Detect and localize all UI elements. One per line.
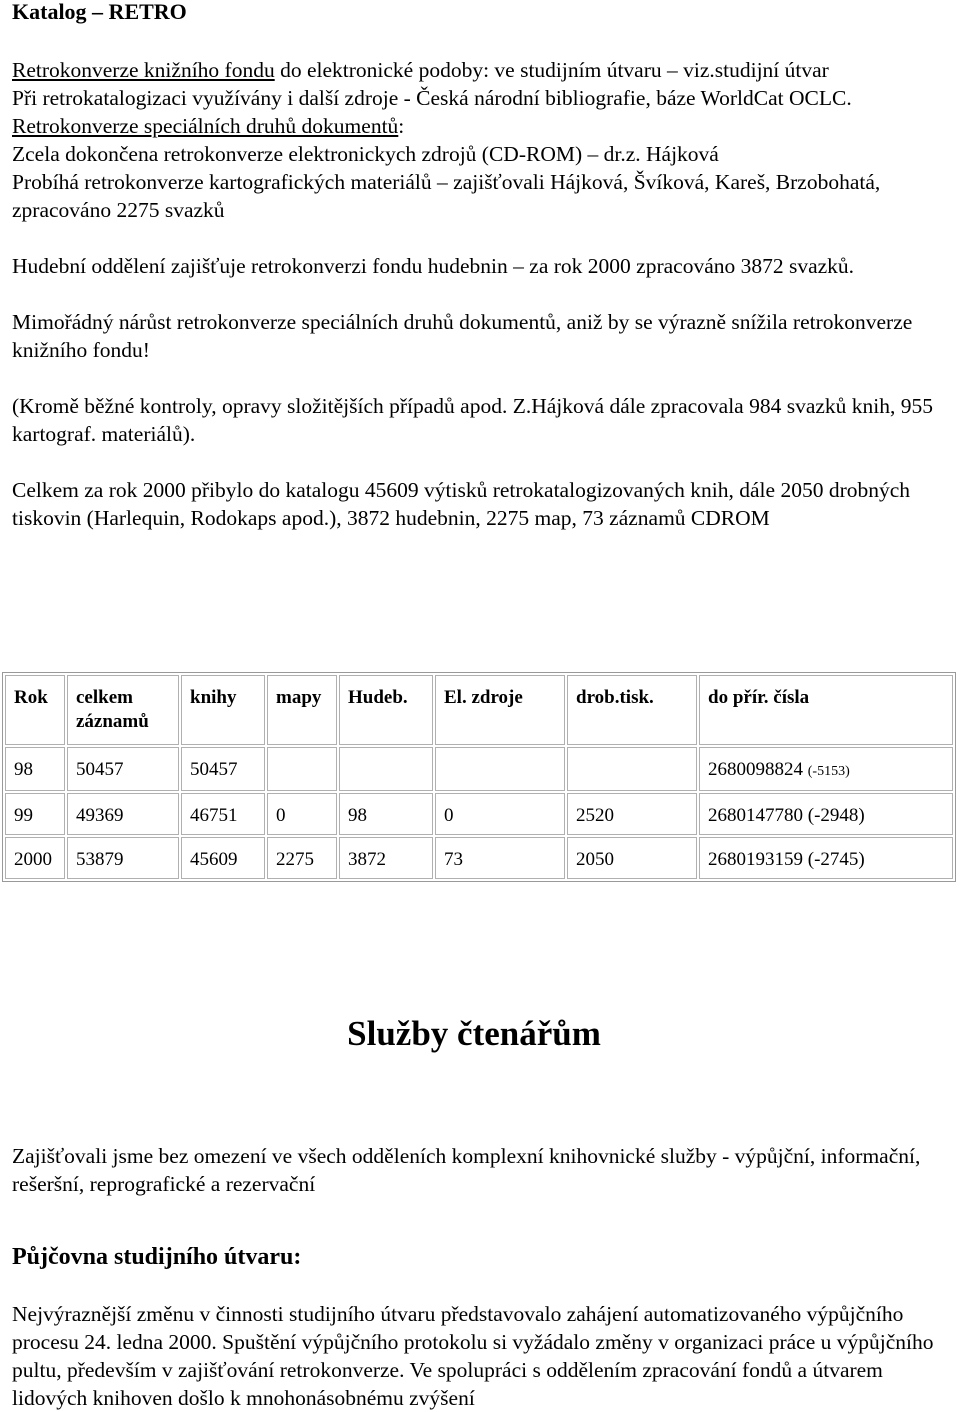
- col-header-rok: Rok: [5, 675, 65, 745]
- cell-el-zdroje: [435, 747, 565, 791]
- cell-el-zdroje: 73: [435, 837, 565, 879]
- cell-hudeb: [339, 747, 433, 791]
- paragraph-loans: Nejvýraznější změnu v činnosti studijního útvaru představovalo zahájení automatizovaného výpůjčního procesu 24. ledna 2000. Spuštění výpůjčního protokolu si vyžádalo změny v organizaci práce u výpůjčního pultu, především v zajišťování retrokonverze. Ve spolupráci s oddělením zpracování fondů a útvarem lidových knihoven došlo k mnohonásobnému zvýšení: [12, 1302, 934, 1410]
- paragraph-sources: Při retrokatalogizaci využívány i další zdroje - Česká národní bibliografie, báze WorldCat OCLC.: [12, 86, 852, 110]
- cell-rok: 2000: [5, 837, 65, 879]
- cell-diff: (-5153): [807, 764, 850, 779]
- cell-diff: (-2948): [807, 805, 865, 826]
- paragraph-retro-special: Retrokonverze speciálních druhů dokumentů:: [12, 114, 405, 138]
- table-row: [5, 747, 953, 791]
- paragraph-retro-books: [12, 56, 947, 84]
- services-section: [12, 1142, 947, 1412]
- col-header-drob-tisk: drob.tisk.: [567, 675, 697, 745]
- table-row: [5, 837, 953, 879]
- paragraph-growth: Mimořádný nárůst retrokonverze speciálních druhů dokumentů, aniž by se výrazně snížila retrokonverze knižního fondu!: [12, 310, 913, 362]
- cell-do-prir: 2680098824 (-5153): [699, 747, 953, 791]
- paragraph-music: Hudební oddělení zajišťuje retrokonverzi fondu hudebnin – za rok 2000 zpracováno 3872 svazků.: [12, 254, 855, 278]
- cell-hudeb: 3872: [339, 837, 433, 879]
- cell-do-prir: 2680147780 (-2948): [699, 793, 953, 835]
- cell-knihy: 50457: [181, 747, 265, 791]
- paragraph-services: Zajišťovali jsme bez omezení ve všech odděleních komplexní knihovnické služby - výpůjční, informační, rešeršní, reprografické a rezervační: [12, 1144, 921, 1196]
- cell-knihy: 45609: [181, 837, 265, 879]
- cell-hudeb: 98: [339, 793, 433, 835]
- cell-mapy: 0: [267, 793, 337, 835]
- paragraph-total: Celkem za rok 2000 přibylo do katalogu 45609 výtisků retrokatalogizovaných knih, dále 2050 drobných tiskovin (Harlequin, Rodokaps apod.), 3872 hudebnin, 2275 map, 73 záznamů CDROM: [12, 478, 911, 530]
- col-header-knihy: knihy: [181, 675, 265, 745]
- cell-drob-tisk: 2050: [567, 837, 697, 879]
- col-header-hudeb: Hudeb.: [339, 675, 433, 745]
- stats-table: [2, 672, 956, 882]
- cell-drob-tisk: [567, 747, 697, 791]
- cell-mapy: [267, 747, 337, 791]
- table-header-row: [5, 675, 953, 745]
- cell-rok: 99: [5, 793, 65, 835]
- link-retro-books[interactable]: Retrokonverze knižního fondu: [12, 58, 275, 82]
- cell-drob-tisk: 2520: [567, 793, 697, 835]
- cell-el-zdroje: 0: [435, 793, 565, 835]
- paragraph-control: (Kromě běžné kontroly, opravy složitějších případů apod. Z.Hájková dále zpracovala 984 svazků knih, 955 kartograf. materiálů).: [12, 394, 934, 446]
- subheading-loans: Půjčovna studijního útvaru:: [12, 1244, 302, 1270]
- document-top: [12, 0, 947, 532]
- page-title: Katalog – RETRO: [12, 0, 187, 24]
- cell-knihy: 46751: [181, 793, 265, 835]
- cell-diff: (-2745): [807, 849, 865, 870]
- cell-rok: 98: [5, 747, 65, 791]
- col-header-el-zdroje: El. zdroje: [435, 675, 565, 745]
- cell-celkem: 53879: [67, 837, 179, 879]
- cell-mapy: 2275: [267, 837, 337, 879]
- stats-table-wrapper: [2, 672, 956, 882]
- col-header-mapy: mapy: [267, 675, 337, 745]
- table-row: [5, 793, 953, 835]
- col-header-celkem: celkem záznamů: [67, 675, 179, 745]
- col-header-do-prir: do přír. čísla: [699, 675, 953, 745]
- cell-celkem: 50457: [67, 747, 179, 791]
- paragraph-retro-books-text: do elektronické podoby: ve studijním útvaru – viz.studijní útvar: [274, 58, 829, 82]
- retro-intro: [12, 56, 947, 224]
- link-retro-special[interactable]: Retrokonverze speciálních druhů dokumentů: [12, 114, 399, 138]
- section-title: Služby čtenářům: [347, 1014, 601, 1053]
- paragraph-cdrom: Zcela dokončena retrokonverze elektronickych zdrojů (CD-ROM) – dr.z. Hájková: [12, 142, 719, 166]
- cell-celkem: 49369: [67, 793, 179, 835]
- paragraph-maps: Probíhá retrokonverze kartografických materiálů – zajišťovali Hájková, Švíková, Kareš, Brzobohatá, zpracováno 2275 svazků: [12, 170, 881, 222]
- cell-do-prir: 2680193159 (-2745): [699, 837, 953, 879]
